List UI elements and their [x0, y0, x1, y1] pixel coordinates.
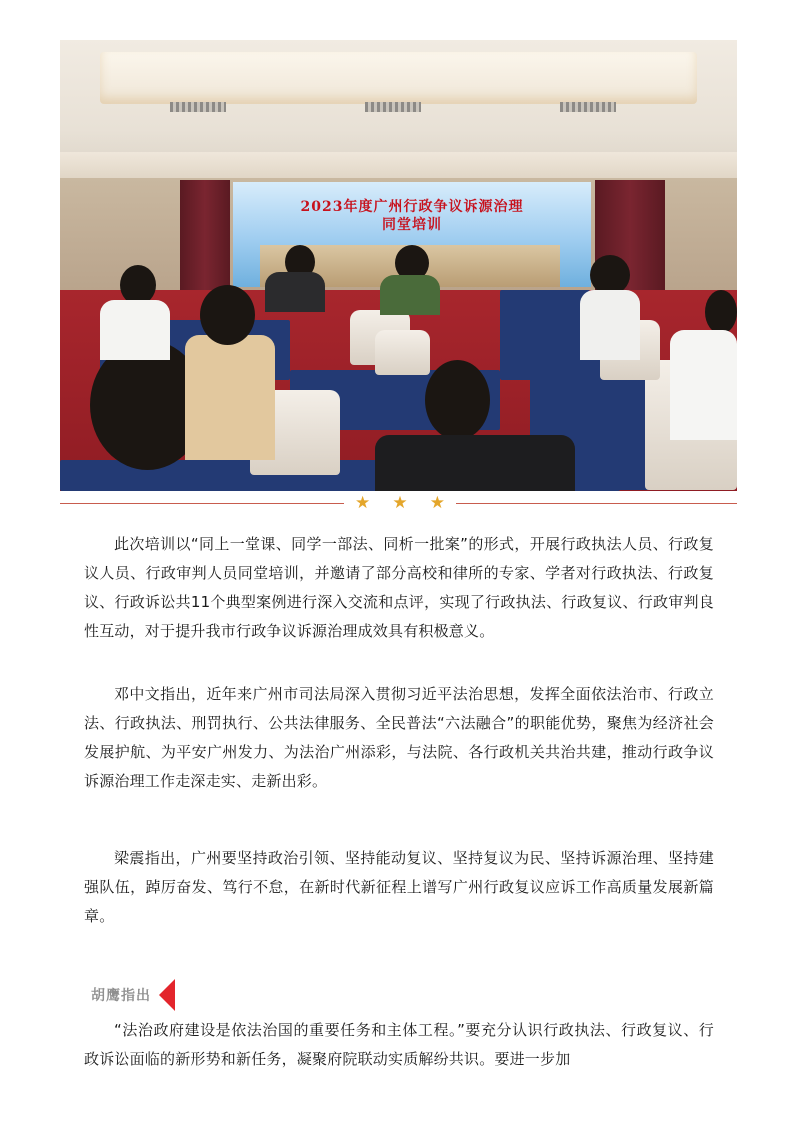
screen-title: 2023年度广州行政争议诉源治理 [300, 199, 524, 215]
attendee-head [705, 290, 737, 334]
divider-line-right [456, 503, 737, 504]
air-vent [170, 102, 226, 112]
curtain [180, 180, 230, 300]
star-icon: ★ [429, 492, 445, 513]
chair [375, 330, 430, 375]
air-vent [365, 102, 421, 112]
attendee-head [200, 285, 255, 345]
air-vent [560, 102, 616, 112]
star-divider [355, 491, 445, 515]
attendee [380, 275, 440, 315]
star-icon: ★ [392, 492, 408, 513]
paragraph-hu-ying: “法治政府建设是依法治国的重要任务和主体工程。”要充分认识行政执法、行政复议、行政诉讼面临的新形势和新任务，凝聚府院联动实质解纷共识。要进一步加 [84, 1021, 714, 1068]
paragraph-deng-zhongwen: 邓中文指出，近年来广州市司法局深入贯彻习近平法治思想，发挥全面依法治市、行政立法、行政执法、刑罚执行、公共法律服务、全民普法“六法融合”的职能优势，聚焦为经济社会发展护航、为平安广州发力、为法治广州添彩，与法院、各行政机关共治共建，推动行政争议诉源治理工作走深走实、走新出彩。 [84, 685, 714, 790]
attendee [580, 290, 640, 360]
attendee-head [120, 265, 156, 305]
chevron-left-icon [159, 979, 175, 1011]
ceiling-band [60, 152, 737, 178]
attendee [375, 435, 575, 491]
paragraph-liang-zhen: 梁震指出，广州要坚持政治引领、坚持能动复议、坚持复议为民、坚持诉源治理、坚持建强队伍，踔厉奋发、笃行不怠，在新时代新征程上谱写广州行政复议应诉工作高质量发展新篇章。 [84, 849, 714, 925]
section-heading-text: 胡鹰指出 [91, 988, 151, 1004]
divider-line-left [60, 503, 344, 504]
screen-subtitle: 同堂培训 [382, 217, 442, 233]
attendee [185, 335, 275, 460]
attendee-head [425, 360, 490, 440]
paragraph-training: 此次培训以“同上一堂课、同学一部法、同析一批案”的形式，开展行政执法人员、行政复议人员、行政审判人员同堂培训，并邀请了部分高校和律所的专家、学者对行政执法、行政复议、行政诉讼共11个典型案例进行深入交流和点评，实现了行政执法、行政复议、行政审判良性互动，对于提升我市行政争议诉源治理成效具有积极意义。 [84, 535, 714, 640]
attendee-head [590, 255, 630, 295]
meeting-photo [60, 40, 737, 491]
star-icon: ★ [355, 492, 371, 513]
ceiling-light [100, 52, 697, 104]
attendee [670, 330, 737, 440]
section-heading [91, 979, 175, 1011]
attendee [100, 300, 170, 360]
attendee [265, 272, 325, 312]
